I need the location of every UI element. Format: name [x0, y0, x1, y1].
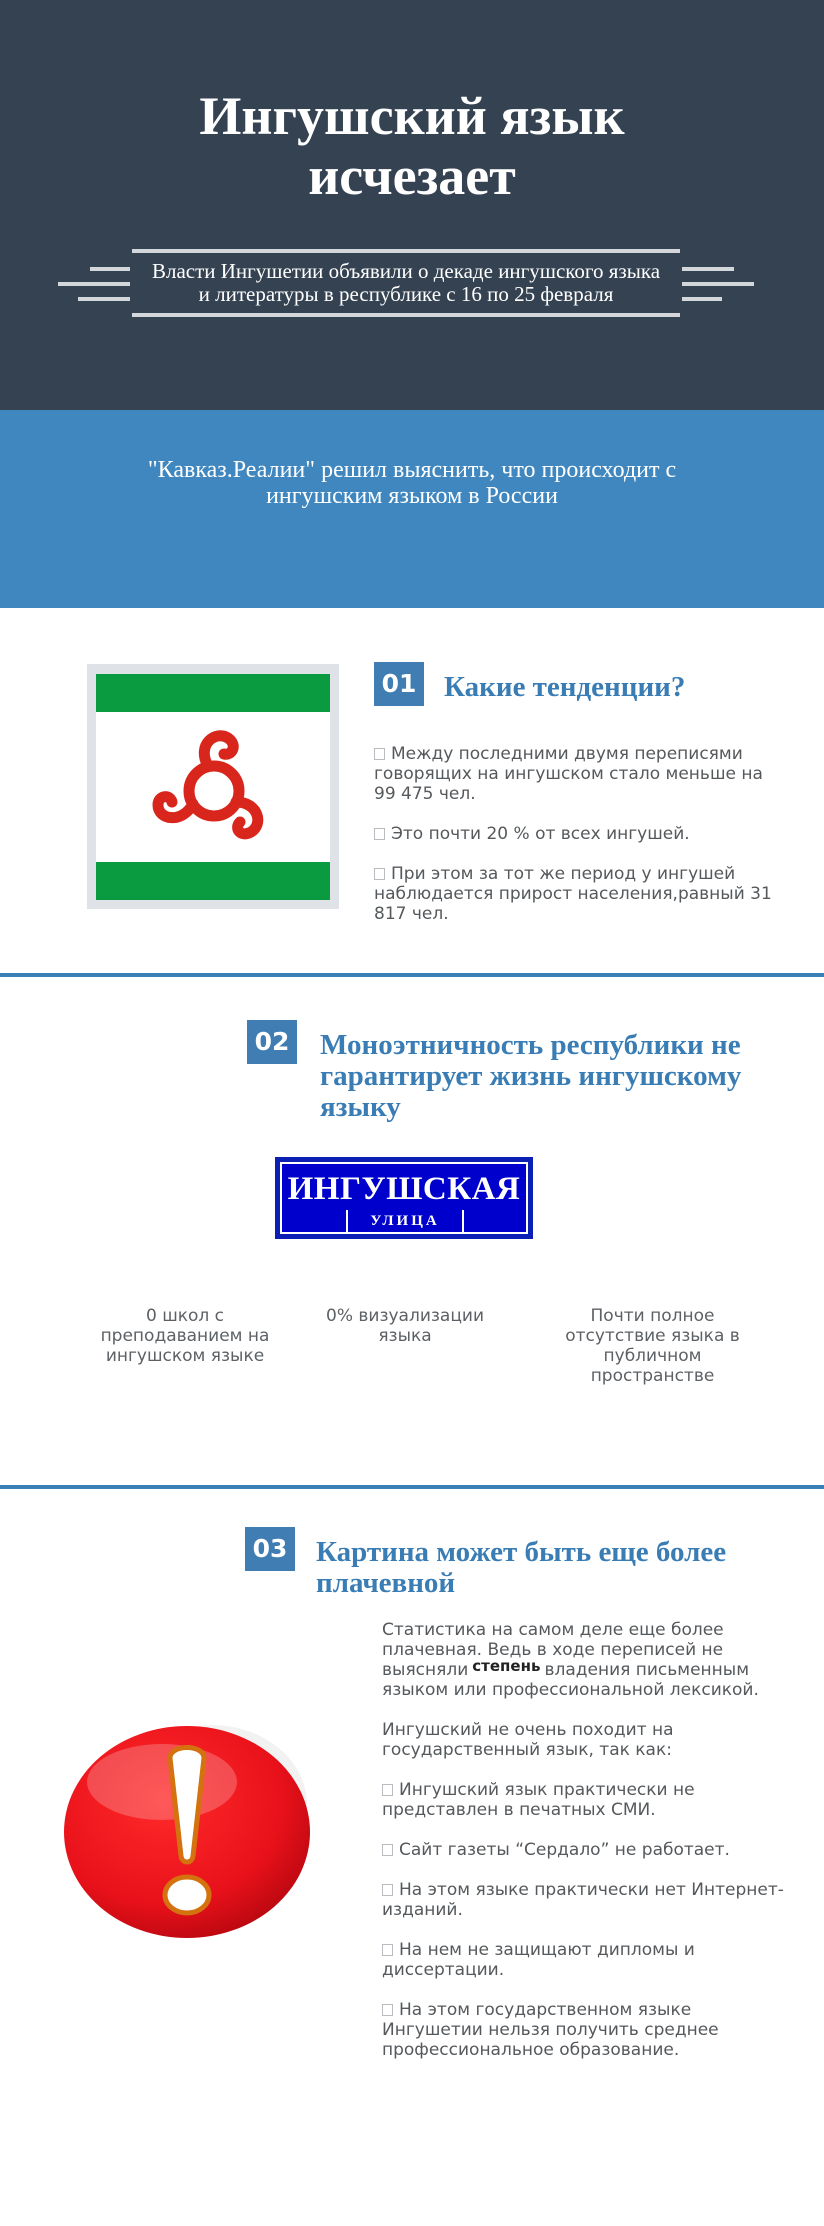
header-subtitle-line1: Власти Ингушетии объявили о декаде ингушского языка [151, 259, 661, 283]
stat-schools: 0 школ с преподаванием на ингушском языке [100, 1306, 270, 1366]
ingushetia-flag-icon [96, 674, 330, 900]
header-line-left-1 [90, 267, 130, 271]
list-item: На этом государственном языке Ингушетии нельзя получить среднее профессиональное образование. [382, 2000, 719, 2060]
header-line-top [132, 249, 680, 253]
page-title-line1: Ингушский язык [199, 86, 625, 146]
checkbox-bullet-icon [382, 2004, 393, 2016]
section-2-title: Моноэтничность республики не гарантирует жизнь ингушскому языку [320, 1029, 742, 1123]
alert-graphic [62, 1710, 312, 1940]
header-subtitle-line2: и литературы в республике с 16 по 25 февраля [198, 282, 614, 306]
section-1-title: Какие тенденции? [444, 671, 686, 703]
section-divider-1 [0, 973, 824, 977]
checkbox-bullet-icon [374, 748, 385, 760]
header-line-left-2 [58, 282, 130, 286]
intro-band-line2: ингушским языком в России [266, 483, 558, 509]
checkbox-bullet-icon [382, 1944, 393, 1956]
checkbox-bullet-icon [382, 1844, 393, 1856]
stat-public-space: Почти полное отсутствие языка в публичном пространстве [565, 1306, 740, 1386]
intro-band-line1: "Кавказ.Реалии" решил выяснить, что происходит с [147, 457, 677, 483]
section-1-list [374, 744, 774, 924]
list-item: Ингушский язык практически не представлен в печатных СМИ. [382, 1780, 695, 1820]
street-sign-sub-text: УЛИЦА [370, 1213, 440, 1229]
checkbox-bullet-icon [374, 868, 385, 880]
section-3-lead: Ингушский не очень походит на государственный язык, так как: [382, 1720, 674, 1760]
header-line-right-3 [682, 297, 722, 301]
list-item: При этом за тот же период у ингушей наблюдается прирост населения,равный 31 817 чел. [374, 864, 772, 924]
header-line-bottom [132, 313, 680, 317]
exclamation-alert-icon [62, 1710, 312, 1940]
section-1-number: 01 [374, 662, 424, 706]
list-item: Между последними двумя переписями говорящих на ингушском стало меньше на 99 475 чел. [374, 744, 763, 804]
page-title-line2: исчезает [308, 146, 516, 206]
header-line-right-2 [682, 282, 754, 286]
stat-visualization: 0% визуализации языка [326, 1306, 484, 1346]
flag-graphic [96, 674, 330, 900]
section-3-intro: Статистика на самом деле еще более плачевная. Ведь в ходе переписей не выясняли степень владения письменным языком или профессиональной лексикой. [382, 1620, 759, 1700]
section-3-number: 03 [245, 1527, 295, 1571]
header-subtitle [132, 260, 680, 306]
list-item: На нем не защищают дипломы и диссертации. [382, 1940, 695, 1980]
list-item: Это почти 20 % от всех ингушей. [374, 824, 774, 844]
header-line-right-1 [682, 267, 734, 271]
section-2-number: 02 [247, 1020, 297, 1064]
checkbox-bullet-icon [382, 1784, 393, 1796]
list-item: Сайт газеты “Сердало” не работает. [382, 1840, 792, 1860]
section-3-text [382, 1620, 792, 2060]
page-title [0, 86, 824, 206]
emphasis-word: степень [472, 1657, 541, 1675]
section-3-title: Картина может быть еще более плачевной [316, 1536, 727, 1599]
section-divider-2 [0, 1485, 824, 1489]
checkbox-bullet-icon [374, 828, 385, 840]
intro-band-text [100, 457, 724, 509]
header-line-left-3 [78, 297, 130, 301]
intro-band [0, 410, 824, 608]
street-sign-main-text: ИНГУШСКАЯ [287, 1171, 521, 1207]
list-item: На этом языке практически нет Интернет-изданий. [382, 1880, 784, 1920]
checkbox-bullet-icon [382, 1884, 393, 1896]
